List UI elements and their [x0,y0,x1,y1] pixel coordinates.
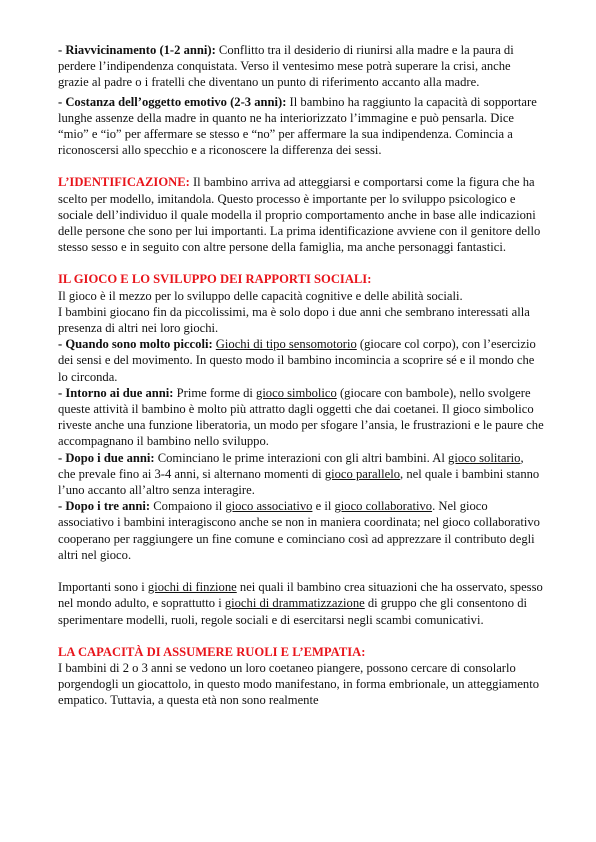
term-riavvicinamento: - Riavvicinamento (1-2 anni): [58,43,216,57]
term-gioco-collaborativo: gioco collaborativo [334,499,433,514]
paragraph-empatia: I bambini di 2 o 3 anni se vedono un loro coetaneo piangere, possono cercare di consolarlo porgendogli un giocattolo, in questo modo manifestano, in forma embrionale, un atteggiamento empatico. Tuttavia, a questa età non sono realmente [58,660,540,708]
paragraph-importanti: Importanti sono i giochi di finzione nei quali il bambino crea situazioni che ha osservato, spesso nel mondo adulto, e soprattutto i giochi di drammatizzazione di gruppo che gli consentono di sperimentare modelli, ruoli, regole sociali e di esercitarsi negli scambi comunicativi. [58,580,543,627]
paragraph-riavvicinamento: - Riavvicinamento (1-2 anni): Conflitto tra il desiderio di riunirsi alla madre e la paura di perdere l’indipendenza conquistata. Verso il ventesimo mese potrà superare la crisi, anche grazie al padre o i fratelli che diventano un punto di riferimento accanto alla madre. [58,43,514,90]
term-costanza: - Costanza dell’oggetto emotivo (2-3 anni): [58,94,287,109]
term-gioco-parallelo: gioco parallelo [324,466,401,481]
paragraph-identificazione: L’IDENTIFICAZIONE: Il bambino arriva ad atteggiarsi e comportarsi come la figura che ha scelto per modello, imitandola. Questo processo è importante per lo sviluppo psicologico e sociale dell’individuo il quale modella il proprio comportamento anche in base alle indicazioni delle persone che sono per lui importanti. La prima identificazione avviene con il genitore dello stesso sesso e in seguito con altre persone della famiglia, ma anche personaggi fantastici. [58,175,541,255]
gioco-intro-1: Il gioco è il mezzo per lo sviluppo delle capacità cognitive e delle abilità sociali. [58,288,463,303]
paragraph-costanza: - Costanza dell’oggetto emotivo (2-3 anni): Il bambino ha raggiunto la capacità di sopportare lunghe assenze della madre in quanto ne ha interiorizzato l’immagine e può pensarla. Dice “mio” e “io” per affermare se stesso e “no” per affermare la sua indipendenza. Comincia a riconoscersi allo specchio e a riconoscere la differenza dei sessi. [58,94,537,158]
heading-identificazione: L’IDENTIFICAZIONE: [58,175,190,190]
term-sensomotorio: Giochi di tipo sensomotorio [215,337,357,352]
paragraph-dopo-due-anni: - Dopo i due anni: Cominciano le prime interazioni con gli altri bambini. Al gioco solitario, che prevale fino ai 3-4 anni, si alternano momenti di gioco parallelo, nel quale i bambini stanno l’uno accanto all’altro senza interagire. [58,450,540,498]
term-giochi-drammatizzazione: giochi di drammatizzazione [224,596,365,611]
paragraph-dopo-tre-anni: - Dopo i tre anni: Compaiono il gioco associativo e il gioco collaborativo. Nel gioco associativo i bambini interagiscono anche se non in maniera coordinata; nel gioco collaborativo cooperano per raggiungere un fine comune e cominciano così ad apprezzare il contributo degli altri nel gioco. [58,499,540,562]
gioco-intro-2: I bambini giocano fin da piccolissimi, ma è solo dopo i due anni che sembrano interessati alla presenza di altri nei loro giochi. [58,304,530,336]
term-gioco-solitario: gioco solitario [448,450,521,465]
term-giochi-finzione: giochi di finzione [147,580,237,595]
document-page [58,42,544,709]
term-gioco-associativo: gioco associativo [225,499,313,514]
paragraph-molto-piccoli: - Quando sono molto piccoli: Giochi di tipo sensomotorio (giocare col corpo), con l’esercizio dei sensi e del movimento. In questo modo il bambino incomincia a scoprire sé e il mondo che lo circonda. [58,337,536,384]
paragraph-intorno-due-anni: - Intorno ai due anni: Prime forme di gioco simbolico (giocare con bambole), nello svolgere queste attività il bambino è molto più attratto dagli oggetti che dai coetanei. Il gioco simbolico riveste anche una funzione liberatoria, un modo per sfogare l’ansia, le frustrazioni e le paure che accompagnano il bambino nello sviluppo. [58,385,544,449]
heading-empatia: LA CAPACITÀ DI ASSUMERE RUOLI E L’EMPATIA: [58,644,366,659]
term-gioco-simbolico: gioco simbolico [256,385,337,400]
heading-gioco: IL GIOCO E LO SVILUPPO DEI RAPPORTI SOCIALI: [58,272,372,287]
